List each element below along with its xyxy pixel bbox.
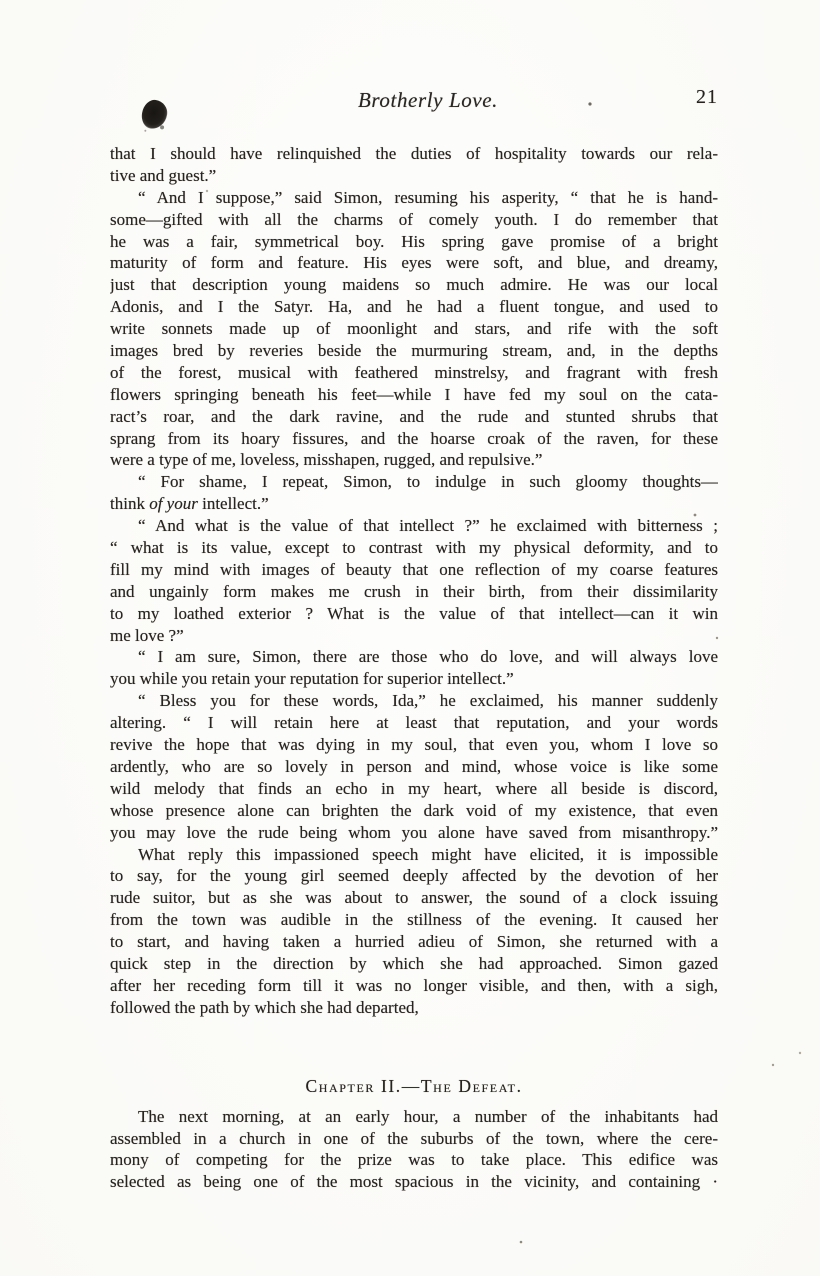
text-line: ardently, who are so lovely in person and mind, whose voice is like some — [110, 756, 718, 776]
text-line: to say, for the young girl seemed deeply affected by the devotion of her — [110, 866, 718, 886]
text-line: ract’s roar, and the dark ravine, and the rude and stunted shrubs that — [110, 406, 718, 426]
section-chapter-two-start — [110, 1106, 718, 1194]
section-chapter-one-end — [110, 143, 718, 1019]
page-header — [110, 88, 718, 118]
text-line: that I should have relinquished the duties of hospitality towards our rela- — [110, 144, 718, 163]
text-line: altering. “ I will retain here at least that reputation, and your words — [110, 713, 718, 733]
text-line: mony of competing for the prize was to take place. This edifice was — [110, 1150, 718, 1170]
paragraph — [110, 143, 718, 187]
text-line: you may love the rude being whom you alone have saved from misanthropy.” — [110, 822, 718, 842]
text-line: maturity of form and feature. His eyes were soft, and blue, and dreamy, — [110, 253, 718, 273]
paragraph — [110, 1106, 718, 1194]
text-line: “ what is its value, except to contrast with my physical deformity, and to — [110, 538, 718, 558]
text-line: “ For shame, I repeat, Simon, to indulge in such gloomy thoughts— — [138, 472, 718, 492]
paragraph — [110, 690, 718, 843]
text-line: quick step in the direction by which she had approached. Simon gazed — [110, 953, 718, 973]
text-line: revive the hope that was dying in my soul, that even you, whom I love so — [110, 735, 718, 755]
running-title: Brotherly Love. — [357, 88, 499, 112]
text-line: What reply this impassioned speech might have elicited, it is impossible — [138, 844, 718, 864]
text-line: to my loathed exterior ? What is the value of that intellect—can it win — [110, 603, 718, 623]
text-line: The next morning, at an early hour, a number of the inhabitants had — [138, 1106, 718, 1126]
text-line: images bred by reveries beside the murmuring stream, and, in the depths — [110, 341, 718, 361]
text-line: flowers springing beneath his feet—while I have fed my soul on the cata- — [110, 384, 718, 404]
text-line: tive and guest.” — [110, 165, 217, 185]
text-line: followed the path by which she had departed, — [110, 997, 419, 1017]
text-line: Adonis, and I the Satyr. Ha, and he had a fluent tongue, and used to — [110, 297, 718, 317]
text-line: whose presence alone can brighten the dark void of my existence, that even — [110, 800, 718, 820]
text-line: selected as being one of the most spacious in the vicinity, and containing · — [110, 1172, 718, 1192]
text-line: to start, and having taken a hurried adieu of Simon, she returned with a — [110, 932, 718, 952]
scan-speckles — [0, 0, 2, 2]
paragraph — [110, 515, 718, 646]
text-line: just that description young maidens so much admire. He was our local — [110, 275, 718, 295]
chapter-heading: Chapter II.—The Defeat. — [305, 1075, 523, 1096]
text-line: rude suitor, but as she was about to answer, the sound of a clock issuing — [110, 888, 718, 908]
text-line: think of your intellect.” — [110, 494, 269, 514]
text-line: “ I am sure, Simon, there are those who do love, and will always love — [138, 647, 718, 667]
text-line: “ Bless you for these words, Ida,” he exclaimed, his manner suddenly — [138, 691, 718, 711]
page-number: 21 — [696, 86, 718, 108]
text-line: “ And what is the value of that intellect ?” he exclaimed with bitterness ; — [138, 516, 718, 536]
text-line: write sonnets made up of moonlight and stars, and rife with the soft — [110, 319, 718, 339]
text-line: me love ?” — [110, 625, 184, 645]
paragraph — [110, 844, 718, 1019]
text-line: wild melody that finds an echo in my heart, where all beside is discord, — [110, 778, 718, 798]
paragraph — [110, 646, 718, 690]
text-line: you while you retain your reputation for superior intellect.” — [110, 669, 514, 689]
text-line: were a type of me, loveless, misshapen, rugged, and repulsive.” — [110, 450, 543, 470]
text-block — [110, 143, 718, 1193]
text-line: and ungainly form makes me crush in their birth, from their dissimilarity — [110, 581, 718, 601]
text-line: of the forest, musical with feathered minstrelsy, and fragrant with fresh — [110, 362, 718, 382]
text-line: some—gifted with all the charms of comely youth. I do remember that — [110, 209, 718, 229]
text-line: after her receding form till it was no longer visible, and then, with a sigh, — [110, 975, 718, 995]
text-line: “ And I suppose,” said Simon, resuming his asperity, “ that he is hand- — [138, 187, 718, 207]
text-line: assembled in a church in one of the suburbs of the town, where the cere- — [110, 1128, 718, 1148]
paragraph — [110, 187, 718, 472]
text-line: sprang from its hoary fissures, and the hoarse croak of the raven, for these — [110, 428, 718, 448]
text-line: he was a fair, symmetrical boy. His spring gave promise of a bright — [110, 231, 718, 251]
text-line: from the town was audible in the stillness of the evening. It caused her — [110, 910, 718, 930]
text-line: fill my mind with images of beauty that one reflection of my coarse features — [110, 559, 718, 579]
paragraph — [110, 471, 718, 515]
